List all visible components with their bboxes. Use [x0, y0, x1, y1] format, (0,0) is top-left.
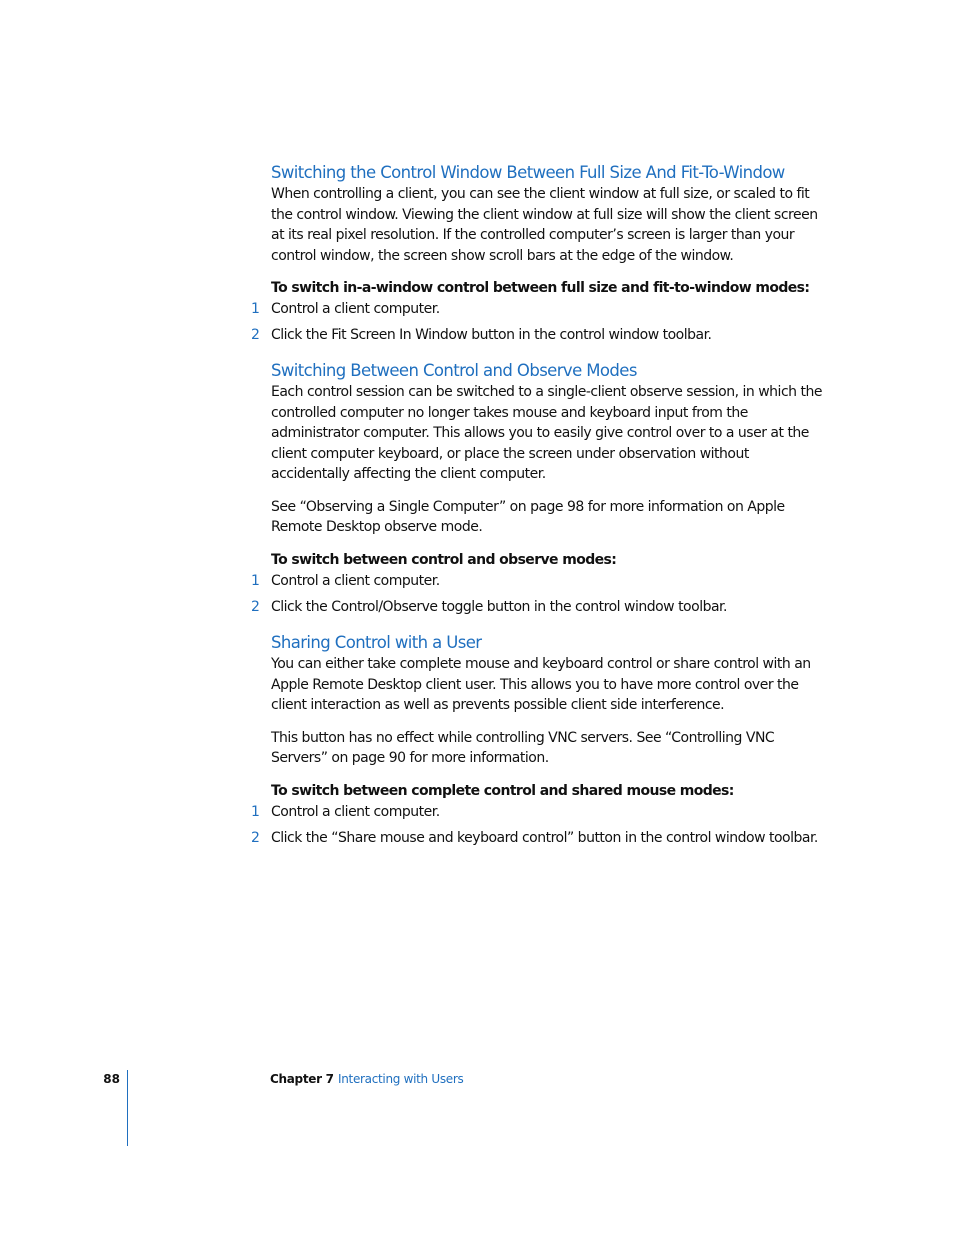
body-paragraph: Each control session can be switched to a single-client observe session, in which the controlled computer no longer takes mouse and keyboard input from the administrator computer. This allows you to easily give control over to a user at the client computer keyboard, or place the screen under observation without accidentally affecting the client computer.	[271, 384, 822, 482]
section-heading: Switching Between Control and Observe Modes	[271, 361, 637, 380]
step-text: Control a client computer.	[271, 803, 440, 820]
section-control-observe	[251, 361, 831, 617]
step-text: Control a client computer.	[271, 572, 440, 589]
step-number: 2	[251, 829, 260, 846]
footer-rule	[127, 1070, 128, 1146]
step-number: 1	[251, 301, 260, 317]
body-paragraph: When controlling a client, you can see the client window at full size, or scaled to fit the control window. Viewing the client window at full size will show the client screen at its real pixel resolution. If the controlled computer’s screen is larger than your control window, the screen show scroll bars at the edge of the window.	[271, 186, 818, 264]
step-number: 1	[251, 803, 260, 820]
step-number: 2	[251, 598, 260, 615]
section-fit-to-window	[251, 163, 831, 345]
section-heading: Sharing Control with a User	[271, 633, 482, 652]
section-heading: Switching the Control Window Between Full Size And Fit-To-Window	[271, 163, 785, 182]
step-text: Click the Control/Observe toggle button in the control window toolbar.	[271, 598, 727, 615]
step-list	[251, 299, 831, 345]
step-item	[251, 597, 831, 617]
procedure-title: To switch between control and observe modes:	[271, 551, 617, 568]
step-item	[251, 299, 831, 319]
step-list	[251, 571, 831, 617]
step-list	[251, 802, 831, 848]
step-item	[251, 571, 831, 591]
body-paragraph: You can either take complete mouse and keyboard control or share control with an Apple Remote Desktop client user. This allows you to have more control over the client interaction as well as prevents possible client side interference.	[271, 656, 811, 713]
step-text: Control a client computer.	[271, 301, 440, 317]
step-number: 2	[251, 327, 260, 343]
step-text: Click the “Share mouse and keyboard control” button in the control window toolbar.	[271, 829, 818, 846]
body-paragraph: See “Observing a Single Computer” on page 98 for more information on Apple Remote Desktop observe mode.	[271, 498, 785, 535]
step-text: Click the Fit Screen In Window button in the control window toolbar.	[271, 327, 712, 343]
step-item	[251, 802, 831, 822]
step-item	[251, 325, 831, 345]
step-number: 1	[251, 572, 260, 589]
footer-chapter-title: Interacting with Users	[338, 1072, 464, 1086]
body-paragraph: This button has no effect while controlling VNC servers. See “Controlling VNC Servers” on page 90 for more information.	[271, 729, 775, 766]
footer-chapter: Chapter 7	[270, 1072, 334, 1086]
step-item	[251, 828, 831, 848]
page-number: 88	[103, 1072, 120, 1086]
procedure-title: To switch between complete control and shared mouse modes:	[271, 782, 734, 799]
section-sharing-control	[251, 633, 831, 848]
procedure-title: To switch in-a-window control between full size and fit-to-window modes:	[271, 280, 810, 296]
